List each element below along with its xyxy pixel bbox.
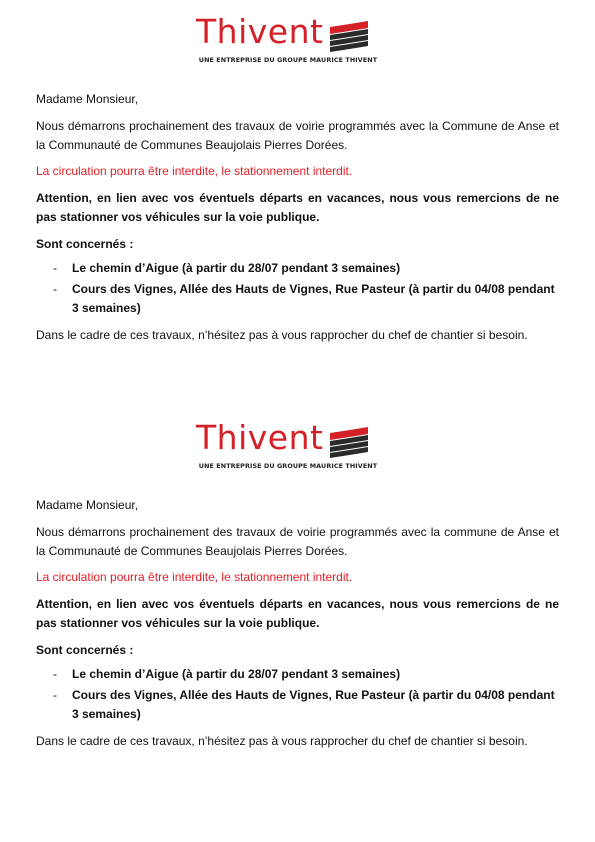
intro-paragraph: Nous démarrons prochainement des travaux de voirie programmés avec la commune de Anse et la Communauté de Communes Beaujolais Pierres Dorées. xyxy=(36,525,559,558)
traffic-warning: La circulation pourra être interdite, le stationnement interdit. xyxy=(36,570,353,584)
list-item-text: Le chemin d’Aigue (à partir du 28/07 pendant 3 semaines) xyxy=(72,667,401,681)
list-item xyxy=(36,686,559,724)
traffic-warning: La circulation pourra être interdite, le stationnement interdit. xyxy=(36,164,353,178)
concerned-label: Sont concernés : xyxy=(36,237,134,251)
concerned-streets-list xyxy=(36,259,559,318)
letter-2 xyxy=(36,418,559,751)
logo-tagline: UNE ENTREPRISE DU GROUPE MAURICE THIVENT xyxy=(198,462,378,470)
logo-flag-icon xyxy=(330,21,370,53)
letter-1 xyxy=(36,12,559,345)
list-dash: - xyxy=(53,667,57,681)
concerned-streets-list xyxy=(36,665,559,724)
salutation: Madame Monsieur, xyxy=(36,498,139,512)
list-item xyxy=(36,280,559,318)
logo-tagline: UNE ENTREPRISE DU GROUPE MAURICE THIVENT xyxy=(198,56,378,64)
concerned-label: Sont concernés : xyxy=(36,643,134,657)
salutation: Madame Monsieur, xyxy=(36,92,139,106)
list-item xyxy=(36,259,559,278)
list-dash: - xyxy=(53,261,57,275)
attention-paragraph: Attention, en lien avec vos éventuels départs en vacances, nous vous remercions de ne pas stationner vos véhicules sur la voie publique. xyxy=(36,191,559,224)
closing-paragraph: Dans le cadre de ces travaux, n’hésitez pas à vous rapprocher du chef de chantier si besoin. xyxy=(36,328,528,342)
list-item xyxy=(36,665,559,684)
list-item-text: Cours des Vignes, Allée des Hauts de Vignes, Rue Pasteur (à partir du 04/08 pendant 3 semaines) xyxy=(72,282,555,315)
logo-flag-icon xyxy=(330,427,370,459)
logo-wordmark: Thivent xyxy=(196,12,324,51)
company-logo xyxy=(188,418,388,476)
list-item-text: Cours des Vignes, Allée des Hauts de Vignes, Rue Pasteur (à partir du 04/08 pendant 3 semaines) xyxy=(72,688,555,721)
list-dash: - xyxy=(53,688,57,702)
list-item-text: Le chemin d’Aigue (à partir du 28/07 pendant 3 semaines) xyxy=(72,261,401,275)
attention-paragraph: Attention, en lien avec vos éventuels départs en vacances, nous vous remercions de ne pas stationner vos véhicules sur la voie publique. xyxy=(36,597,559,630)
list-dash: - xyxy=(53,282,57,296)
intro-paragraph: Nous démarrons prochainement des travaux de voirie programmés avec la Commune de Anse et la Communauté de Communes Beaujolais Pierres Dorées. xyxy=(36,119,559,152)
logo-wordmark: Thivent xyxy=(196,418,324,457)
closing-paragraph: Dans le cadre de ces travaux, n’hésitez pas à vous rapprocher du chef de chantier si besoin. xyxy=(36,734,528,748)
company-logo xyxy=(188,12,388,70)
